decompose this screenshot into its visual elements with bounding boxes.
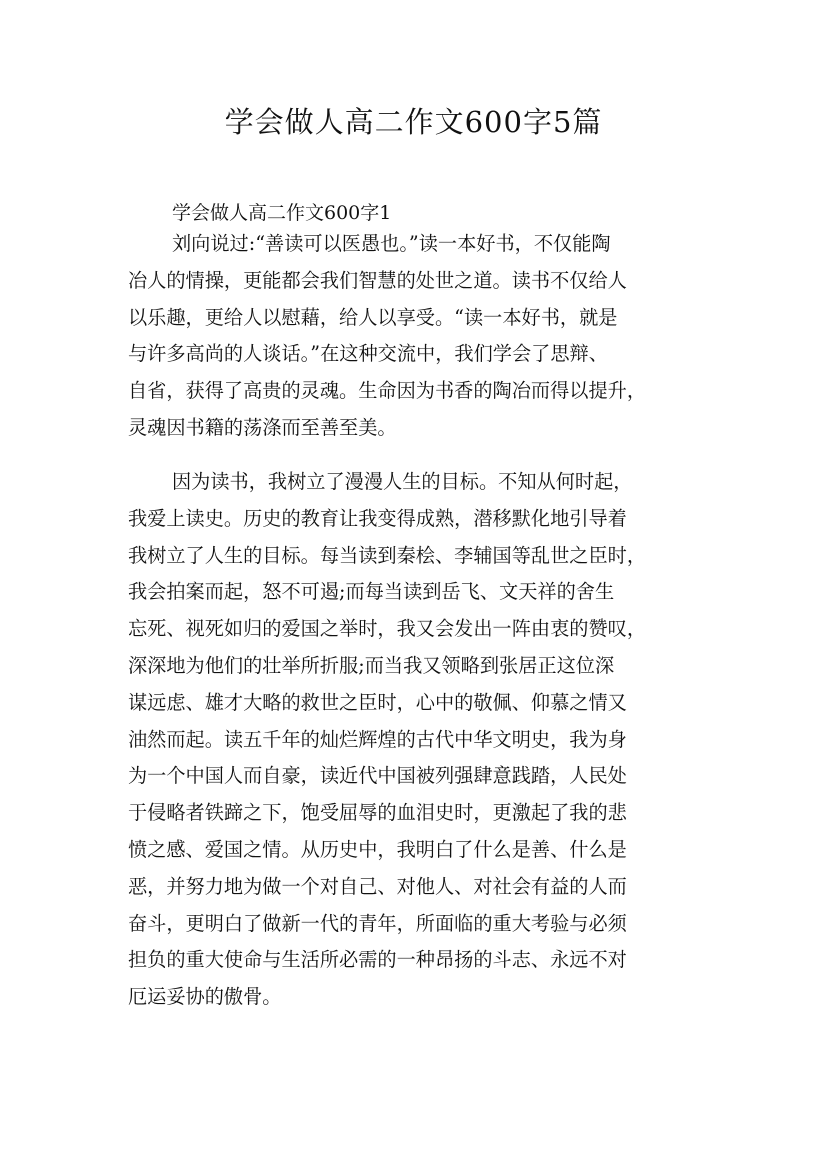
paragraph-line: 以乐趣，更给人以慰藉，给人以享受。“读一本好书，就是: [128, 305, 618, 329]
paragraph-line: 冶人的情操，更能都会我们智慧的处世之道。读书不仅给人: [128, 268, 627, 292]
paragraph-line: 厄运妥协的傲骨。: [128, 985, 282, 1009]
paragraph-line: 忘死、视死如归的爱国之举时，我又会发出一阵由衷的赞叹，: [128, 617, 647, 641]
paragraph-line: 因为读书，我树立了漫漫人生的目标。不知从何时起，: [172, 470, 633, 493]
paragraph-line: 担负的重大使命与生活所必需的一种昂扬的斗志、永远不对: [128, 948, 627, 972]
paragraph-line: 谋远虑、雄才大略的救世之臣时，心中的敬佩、仰慕之情又: [128, 690, 627, 714]
paragraph-line: 刘向说过:“善读可以医愚也。”读一本好书，不仅能陶: [172, 232, 611, 255]
paragraph-line: 灵魂因书籍的荡涤而至善至美。: [128, 415, 397, 439]
document-title: 学会做人高二作文600字5篇: [224, 105, 603, 139]
paragraph-line: 恶，并努力地为做一个对自己、对他人、对社会有益的人而: [128, 874, 627, 898]
paragraph-2: [128, 464, 703, 1016]
paragraph-line: 我树立了人生的目标。每当读到秦桧、李辅国等乱世之臣时，: [128, 543, 647, 567]
paragraph-1: [128, 226, 703, 447]
section-heading: 学会做人高二作文600字1: [172, 202, 392, 224]
paragraph-line: 于侵略者铁蹄之下，饱受屈辱的血泪史时，更激起了我的悲: [128, 801, 627, 825]
paragraph-line: 奋斗，更明白了做新一代的青年，所面临的重大考验与必须: [128, 911, 627, 935]
paragraph-line: 与许多高尚的人谈话。”在这种交流中，我们学会了思辩、: [128, 342, 608, 366]
paragraph-line: 为一个中国人而自豪，读近代中国被列强肆意践踏，人民处: [128, 764, 627, 788]
paragraph-line: 愤之感、爱国之情。从历史中，我明白了什么是善、什么是: [128, 837, 627, 861]
paragraph-line: 深深地为他们的壮举所折服;而当我又领略到张居正这位深: [128, 653, 615, 677]
paragraph-line: 我爱上读史。历史的教育让我变得成熟，潜移默化地引导着: [128, 506, 627, 530]
paragraph-line: 油然而起。读五千年的灿烂辉煌的古代中华文明史，我为身: [128, 727, 627, 751]
paragraph-line: 我会拍案而起，怒不可遏;而每当读到岳飞、文天祥的舍生: [128, 580, 615, 604]
paragraph-line: 自省，获得了高贵的灵魂。生命因为书香的陶冶而得以提升，: [128, 379, 647, 403]
